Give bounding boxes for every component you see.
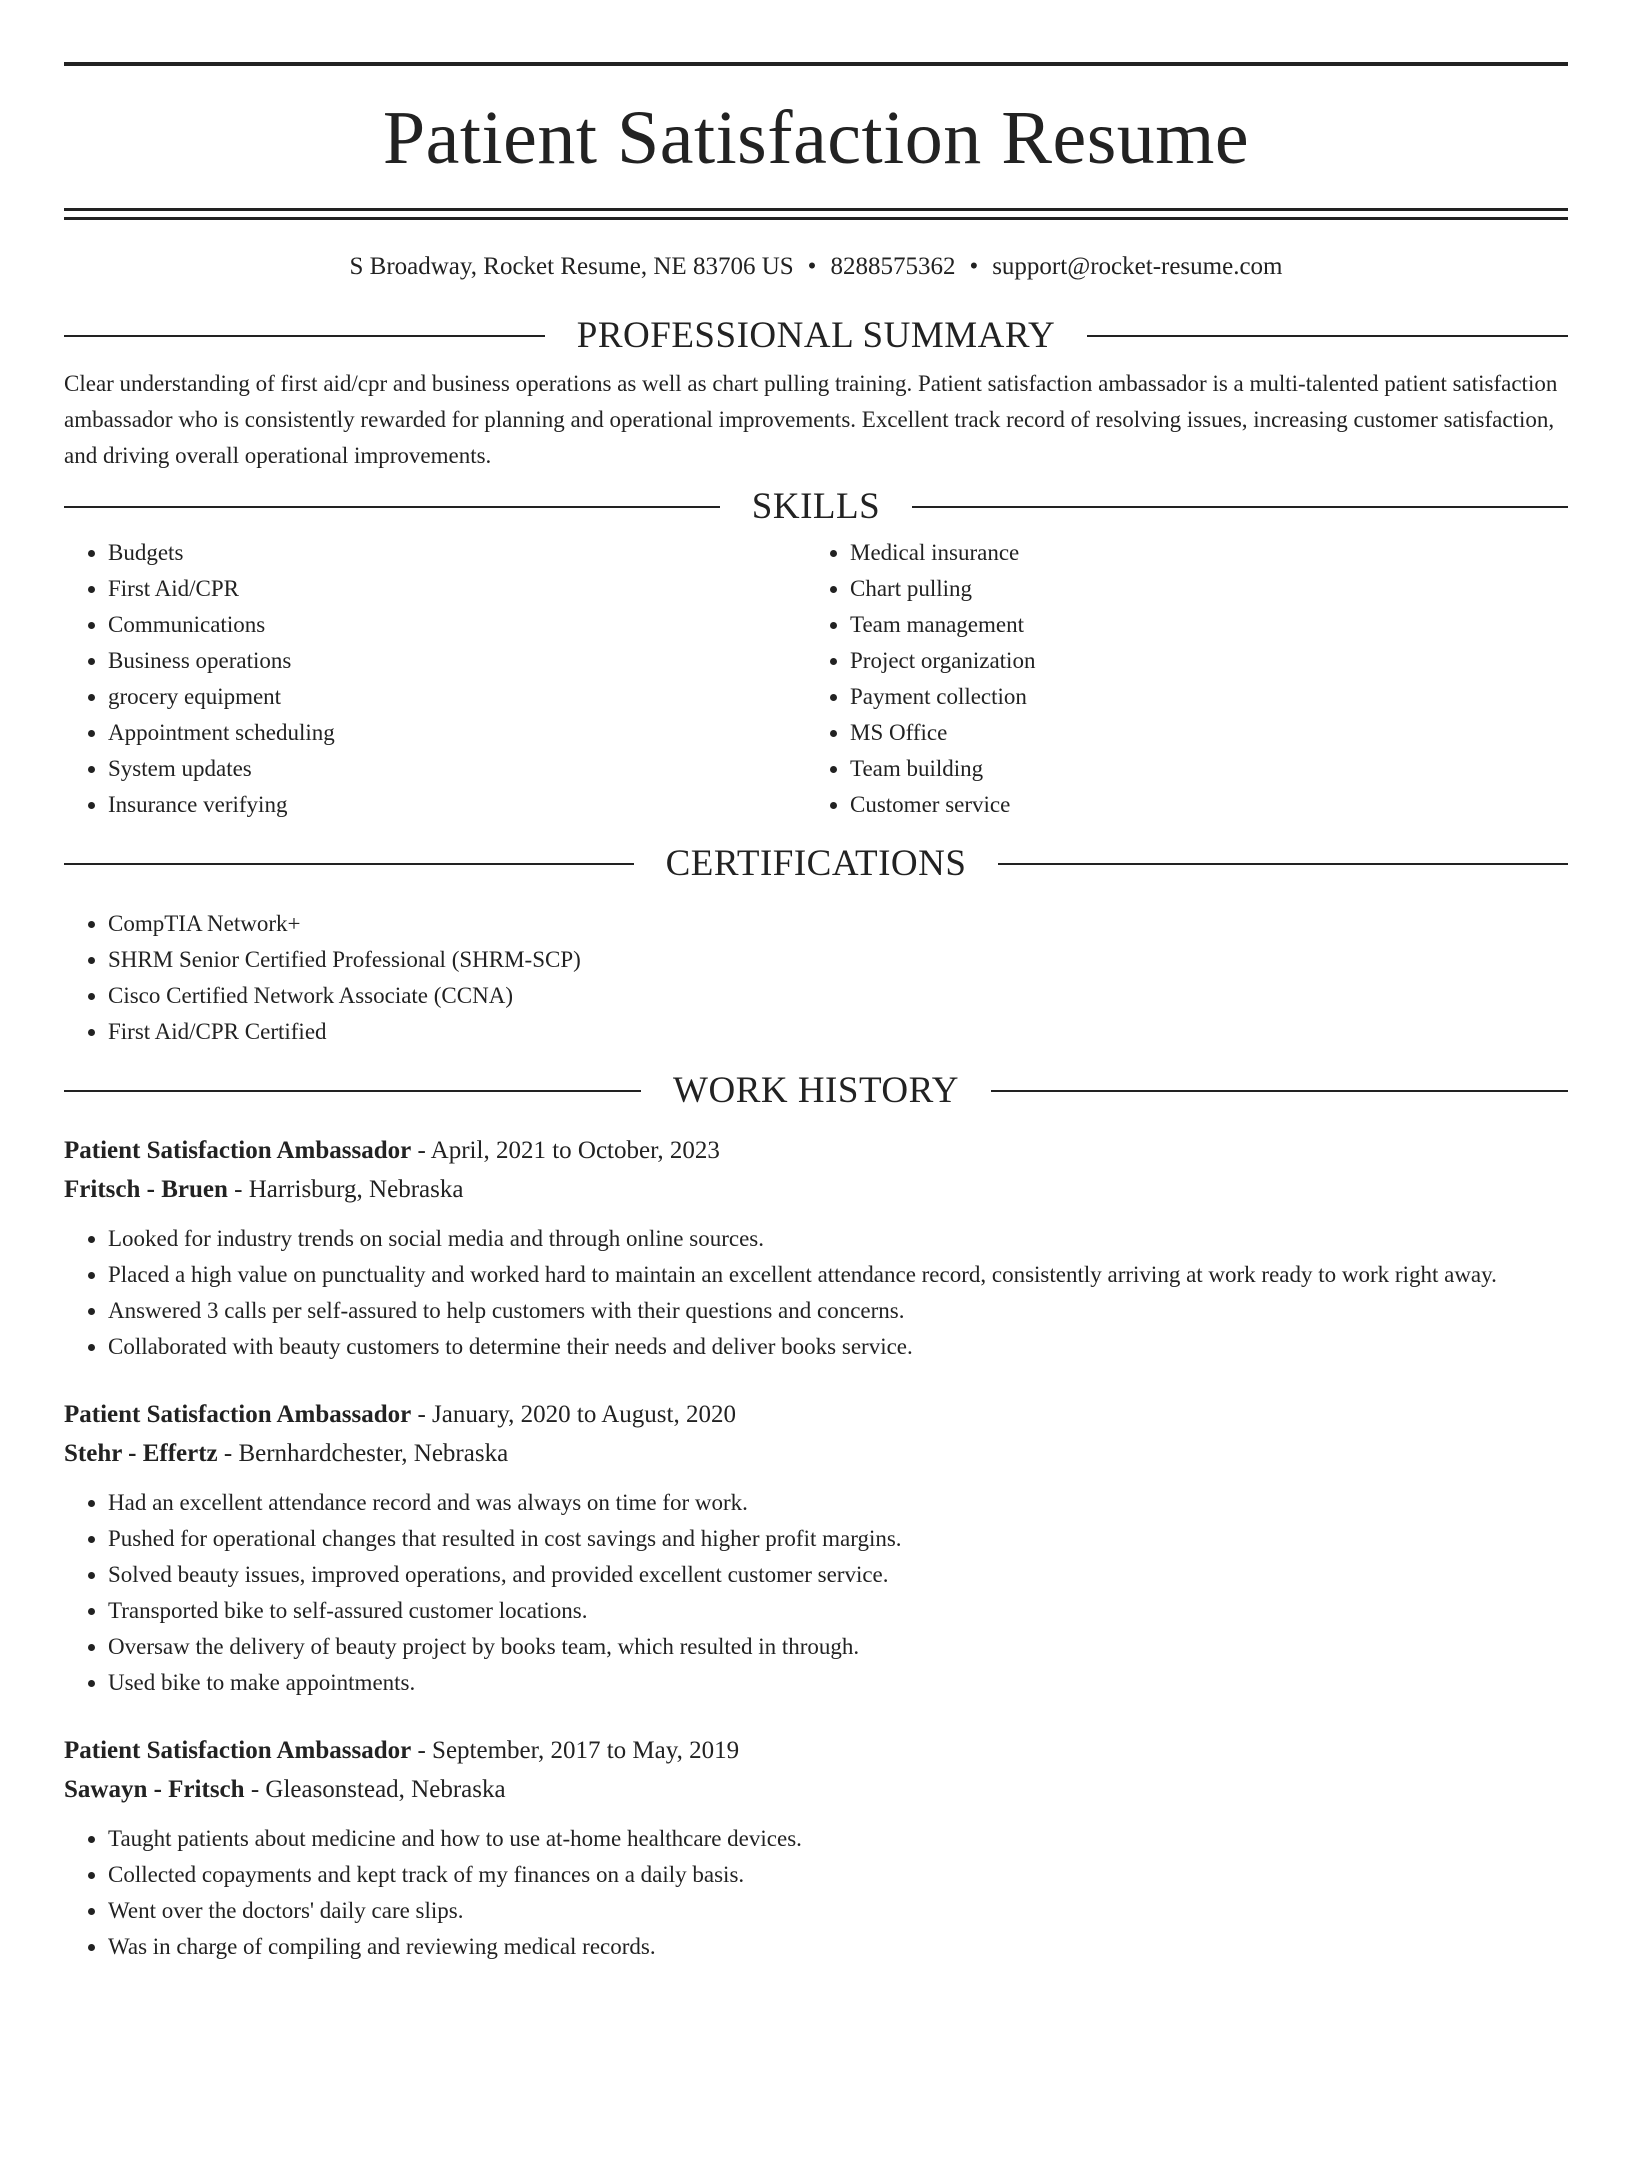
heading-rule-left — [64, 506, 720, 508]
job-bullet: • Collaborated with beauty customers to determine their needs and deliver books service. — [108, 1329, 1568, 1365]
job-bullets — [64, 1821, 1568, 1965]
job-title-line — [64, 1731, 1568, 1770]
job-company: Stehr - Effertz — [64, 1440, 218, 1467]
skills-list-right — [806, 535, 1568, 823]
skill-item: • System updates — [108, 751, 806, 787]
skill-item: • MS Office — [850, 715, 1568, 751]
job-title: Patient Satisfaction Ambassador — [64, 1137, 412, 1164]
job-bullets — [64, 1485, 1568, 1701]
contact-address: S Broadway, Rocket Resume, NE 83706 US — [349, 253, 794, 280]
job-bullet: • Solved beauty issues, improved operations, and provided excellent customer service. — [108, 1557, 1568, 1593]
summary-heading — [64, 317, 1568, 354]
heading-rule-left — [64, 863, 634, 865]
resume-title: Patient Satisfaction Resume — [382, 96, 1250, 180]
job-bullet: • Answered 3 calls per self-assured to help customers with their questions and concerns. — [108, 1293, 1568, 1329]
skill-item: • Customer service — [850, 787, 1568, 823]
skill-item: • Budgets — [108, 535, 806, 571]
job-bullet: • Had an excellent attendance record and was always on time for work. — [108, 1485, 1568, 1521]
summary-text: Clear understanding of first aid/cpr and business operations as well as chart pulling training. Patient satisfaction ambassador is a multi-talented patient satisfaction ambassador who is consistently rewarded for planning and operational improvements. Excellent track record of resolving issues, increasing customer satisfaction, and driving overall operational improvements. — [64, 371, 1558, 468]
work-heading — [64, 1072, 1568, 1109]
job-bullet: • Oversaw the delivery of beauty project by books team, which resulted in through. — [108, 1629, 1568, 1665]
certification-item: • CompTIA Network+ — [108, 906, 1568, 942]
skill-item: • First Aid/CPR — [108, 571, 806, 607]
job-company-line — [64, 1770, 1568, 1809]
skill-item: • Team management — [850, 607, 1568, 643]
job-bullet: • Looked for industry trends on social media and through online sources. — [108, 1221, 1568, 1257]
heading-rule-left — [64, 335, 545, 337]
skill-item: • Communications — [108, 607, 806, 643]
job-bullet: • Went over the doctors' daily care slips. — [108, 1893, 1568, 1929]
skill-item: • grocery equipment — [108, 679, 806, 715]
job-title: Patient Satisfaction Ambassador — [64, 1401, 412, 1428]
skills-grid — [64, 535, 1568, 823]
job-bullet: • Pushed for operational changes that resulted in cost savings and higher profit margins. — [108, 1521, 1568, 1557]
skill-item: • Payment collection — [850, 679, 1568, 715]
contact-separator: • — [807, 253, 817, 280]
skills-heading — [64, 488, 1568, 525]
heading-rule-right — [1087, 335, 1568, 337]
contact-email[interactable]: support@rocket-resume.com — [992, 253, 1283, 280]
job-entry — [64, 1731, 1568, 1965]
certification-item: • First Aid/CPR Certified — [108, 1014, 1568, 1050]
certifications-heading — [64, 845, 1568, 882]
skill-item: • Medical insurance — [850, 535, 1568, 571]
certifications-heading-text: CERTIFICATIONS — [665, 843, 967, 884]
job-company-line — [64, 1434, 1568, 1473]
job-title-line — [64, 1131, 1568, 1170]
skill-item: • Project organization — [850, 643, 1568, 679]
job-company: Fritsch - Bruen — [64, 1176, 228, 1203]
skill-item: • Business operations — [108, 643, 806, 679]
job-company-line — [64, 1170, 1568, 1209]
job-title: Patient Satisfaction Ambassador — [64, 1737, 412, 1764]
job-entry — [64, 1131, 1568, 1365]
job-company: Sawayn - Fritsch — [64, 1776, 245, 1803]
certifications-list — [64, 906, 1568, 1050]
resume-page — [0, 62, 1632, 2174]
job-bullet: • Placed a high value on punctuality and worked hard to maintain an excellent attendance record, consistently arriving at work ready to work right away. — [108, 1257, 1568, 1293]
heading-rule-right — [998, 863, 1568, 865]
job-location: - Harrisburg, Nebraska — [227, 1176, 464, 1203]
job-location: - Gleasonstead, Nebraska — [244, 1776, 506, 1803]
skill-item: • Appointment scheduling — [108, 715, 806, 751]
certification-item: • Cisco Certified Network Associate (CCNA) — [108, 978, 1568, 1014]
skill-item: • Chart pulling — [850, 571, 1568, 607]
work-heading-text: WORK HISTORY — [673, 1070, 959, 1111]
skills-heading-text: SKILLS — [751, 486, 881, 527]
job-title-line — [64, 1395, 1568, 1434]
skills-list-left — [64, 535, 806, 823]
heading-rule-right — [991, 1090, 1568, 1092]
job-bullet: • Collected copayments and kept track of my finances on a daily basis. — [108, 1857, 1568, 1893]
summary-heading-text: PROFESSIONAL SUMMARY — [576, 315, 1056, 356]
top-rule — [64, 62, 1568, 66]
job-dates: - January, 2020 to August, 2020 — [411, 1401, 736, 1428]
contact-line — [64, 254, 1568, 279]
job-bullet: • Was in charge of compiling and reviewing medical records. — [108, 1929, 1568, 1965]
job-bullet: • Transported bike to self-assured customer locations. — [108, 1593, 1568, 1629]
job-dates: - April, 2021 to October, 2023 — [411, 1137, 720, 1164]
job-dates: - September, 2017 to May, 2019 — [411, 1737, 740, 1764]
title-double-rule — [64, 208, 1568, 220]
job-entry — [64, 1395, 1568, 1701]
skill-item: • Insurance verifying — [108, 787, 806, 823]
skill-item: • Team building — [850, 751, 1568, 787]
job-bullet: • Used bike to make appointments. — [108, 1665, 1568, 1701]
contact-phone: 8288575362 — [830, 253, 956, 280]
job-bullets — [64, 1221, 1568, 1365]
certification-item: • SHRM Senior Certified Professional (SHRM-SCP) — [108, 942, 1568, 978]
job-location: - Bernhardchester, Nebraska — [217, 1440, 509, 1467]
heading-rule-right — [912, 506, 1568, 508]
job-bullet: • Taught patients about medicine and how to use at-home healthcare devices. — [108, 1821, 1568, 1857]
contact-separator: • — [969, 253, 979, 280]
heading-rule-left — [64, 1090, 641, 1092]
